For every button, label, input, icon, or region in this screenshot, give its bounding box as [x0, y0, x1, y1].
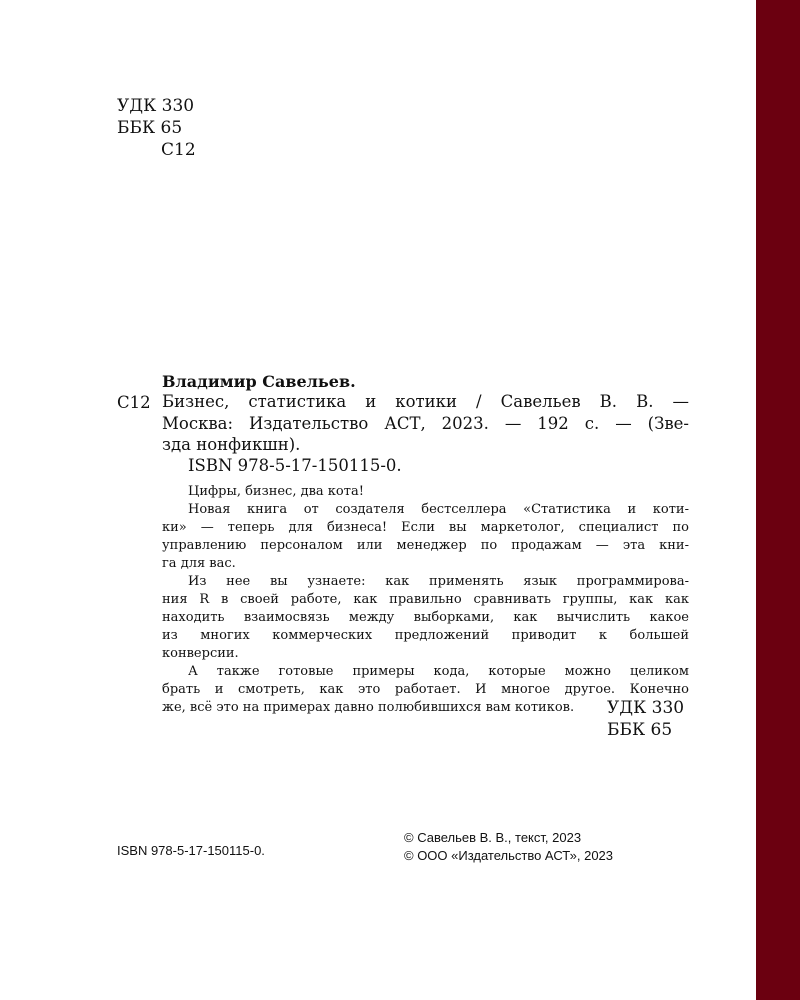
- udk-code: УДК 330: [117, 96, 195, 116]
- catalog-line: Москва: Издательство АСТ, 2023. — 192 с. — (Зве-: [162, 413, 689, 433]
- annotation-line: Из нее вы узнаете: как применять язык программирова-: [188, 574, 689, 589]
- annotation-line: Цифры, бизнес, два кота!: [188, 484, 364, 499]
- footer-isbn: ISBN 978-5-17-150115-0.: [117, 843, 265, 858]
- annotation-line: брать и смотреть, как это работает. И многое другое. Конечно: [162, 682, 689, 697]
- annotation-line: находить взаимосвязь между выборками, как вычислить какое: [162, 610, 689, 625]
- annotation-line: ки» — теперь для бизнеса! Если вы маркетолог, специалист по: [162, 520, 689, 535]
- copyright-publisher: © ООО «Издательство АСТ», 2023: [404, 848, 614, 863]
- copyright-block: [404, 829, 613, 865]
- udk-code-bottom: УДК 330: [607, 698, 685, 718]
- annotation-line: управлению персоналом или менеджер по продажам — эта кни-: [162, 538, 689, 553]
- annotation: [162, 483, 689, 717]
- bottom-classification-codes: [607, 697, 684, 741]
- sidebar-band: [756, 0, 800, 1000]
- copyright-author: © Савельев В. В., текст, 2023: [404, 830, 582, 845]
- author-sign: С12: [161, 140, 196, 160]
- catalog-line: Бизнес, статистика и котики / Савельев В. В. —: [162, 392, 689, 411]
- top-classification-codes: [117, 95, 196, 161]
- catalog-description: [162, 391, 689, 456]
- catalog-index: С12: [117, 393, 151, 412]
- annotation-line: из многих коммерческих предложений приводит к большей: [162, 628, 689, 643]
- catalog-isbn: ISBN 978-5-17-150115-0.: [188, 456, 402, 475]
- annotation-line: Новая книга от создателя бестселлера «Статистика и коти-: [188, 502, 689, 517]
- annotation-line: А также готовые примеры кода, которые можно целиком: [188, 664, 689, 679]
- catalog-line: зда нонфикшн).: [162, 435, 301, 454]
- bbk-code-bottom: ББК 65: [607, 720, 673, 740]
- annotation-line: га для вас.: [162, 556, 236, 571]
- bbk-code: ББК 65: [117, 118, 183, 138]
- catalog-author: Владимир Савельев.: [162, 372, 356, 391]
- annotation-line: же, всё это на примерах давно полюбившихся вам котиков.: [162, 700, 575, 715]
- annotation-line: ния R в своей работе, как правильно сравнивать группы, как как: [162, 592, 689, 607]
- annotation-line: конверсии.: [162, 646, 239, 661]
